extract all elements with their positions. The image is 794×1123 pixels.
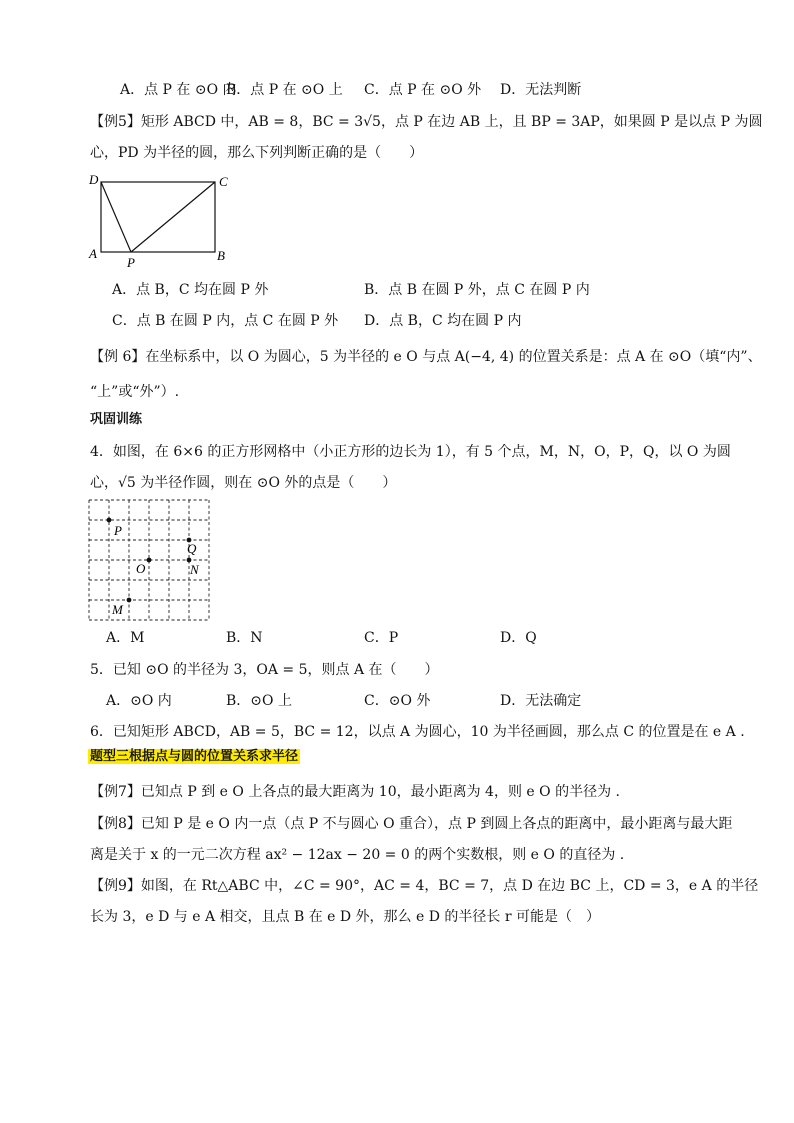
example-5-line-2: 心，PD 为半径的圆，那么下列判断正确的是（ ） bbox=[90, 145, 424, 161]
section-3-heading bbox=[88, 746, 300, 767]
q4-option-b: B．N bbox=[226, 630, 263, 646]
grid-label-o: O bbox=[136, 561, 146, 576]
point-o bbox=[147, 558, 152, 563]
example-5-option-b: B．点 B 在圆 P 外，点 C 在圆 P 内 bbox=[364, 282, 590, 298]
example-5-option-a: A．点 B，C 均在圆 P 外 bbox=[112, 282, 269, 298]
consolidate-heading: 巩固训练 bbox=[90, 412, 143, 427]
label-d: D bbox=[89, 172, 99, 187]
q4-option-d: D．Q bbox=[500, 630, 537, 646]
question-5-line-1: 5．已知 ⊙O 的半径为 3，OA = 5，则点 A 在（ ） bbox=[90, 662, 439, 678]
question-4-line-2: 心，√5 为半径作圆，则在 ⊙O 外的点是（ ） bbox=[90, 475, 397, 491]
example-8-line-2: 离是关于 x 的一元二次方程 ax² − 12ax − 20 = 0 的两个实数根，则 e O 的直径为 . bbox=[90, 847, 625, 863]
grid-label-q: Q bbox=[187, 541, 197, 556]
grid-label-m: M bbox=[112, 602, 123, 617]
rectangle-figure bbox=[85, 170, 245, 270]
example-8-line-1: 【例8】已知 P 是 e O 内一点（点 P 不与圆心 O 重合），点 P 到圆上各点的距离中，最小距离与最大距 bbox=[90, 816, 733, 832]
example-5-option-d: D．点 B，C 均在圆 P 内 bbox=[364, 313, 522, 329]
section-3-heading-text: 题型三根据点与圆的位置关系求半径 bbox=[90, 749, 299, 764]
example-9-line-1: 【例9】如图，在 Rt△ABC 中，∠C = 90°，AC = 4，BC = 7，点 D 在边 BC 上，CD = 3，e A 的半径 bbox=[90, 878, 759, 894]
option-b: B．点 P 在 ⊙O 上 bbox=[226, 82, 343, 98]
point-p bbox=[107, 518, 112, 523]
grid-figure bbox=[86, 497, 216, 623]
example-5-option-c: C．点 B 在圆 P 内，点 C 在圆 P 外 bbox=[112, 313, 339, 329]
option-d: D．无法判断 bbox=[500, 82, 582, 98]
q5-option-b: B．⊙O 上 bbox=[226, 693, 292, 709]
example-6-line-1: 【例 6】在坐标系中，以 O 为圆心，5 为半径的 e O 与点 A(−4, 4) 的位置关系是：点 A 在 ⊙O（填“内”、 bbox=[90, 349, 762, 365]
q4-option-a: A．M bbox=[106, 630, 145, 646]
option-c: C．点 P 在 ⊙O 外 bbox=[364, 82, 482, 98]
q5-option-a: A．⊙O 内 bbox=[106, 693, 172, 709]
option-a: A．点 P 在 ⊙O 内 bbox=[120, 82, 237, 98]
question-6-line-1: 6．已知矩形 ABCD，AB = 5，BC = 12，以点 A 为圆心，10 为半径画圆，那么点 C 的位置是在 e A . bbox=[90, 724, 745, 740]
q5-option-c: C．⊙O 外 bbox=[364, 693, 431, 709]
example-9-line-2: 长为 3，e D 与 e A 相交，且点 B 在 e D 外，那么 e D 的半径长 r 可能是（ ） bbox=[90, 909, 601, 925]
label-c: C bbox=[219, 174, 228, 189]
example-7-line-1: 【例7】已知点 P 到 e O 上各点的最大距离为 10，最小距离为 4，则 e O 的半径为 . bbox=[90, 784, 620, 800]
point-m bbox=[127, 598, 132, 603]
label-p: P bbox=[127, 255, 135, 270]
segment-pc bbox=[131, 182, 215, 252]
grid-label-n: N bbox=[190, 562, 199, 577]
segment-pd bbox=[101, 182, 131, 252]
q4-option-c: C．P bbox=[364, 630, 399, 646]
q5-option-d: D．无法确定 bbox=[500, 693, 582, 709]
example-5-line-1: 【例5】矩形 ABCD 中，AB = 8，BC = 3√5，点 P 在边 AB 上，且 BP = 3AP，如果圆 P 是以点 P 为圆 bbox=[90, 114, 763, 130]
rectangle-abcd bbox=[101, 182, 215, 252]
label-a: A bbox=[89, 246, 97, 261]
question-4-line-1: 4．如图，在 6×6 的正方形网格中（小正方形的边长为 1），有 5 个点，M，N，O，P，Q，以 O 为圆 bbox=[90, 444, 731, 460]
grid-label-p: P bbox=[114, 523, 122, 538]
example-6-line-2: “上”或“外”）. bbox=[90, 384, 180, 400]
label-b: B bbox=[217, 248, 225, 263]
